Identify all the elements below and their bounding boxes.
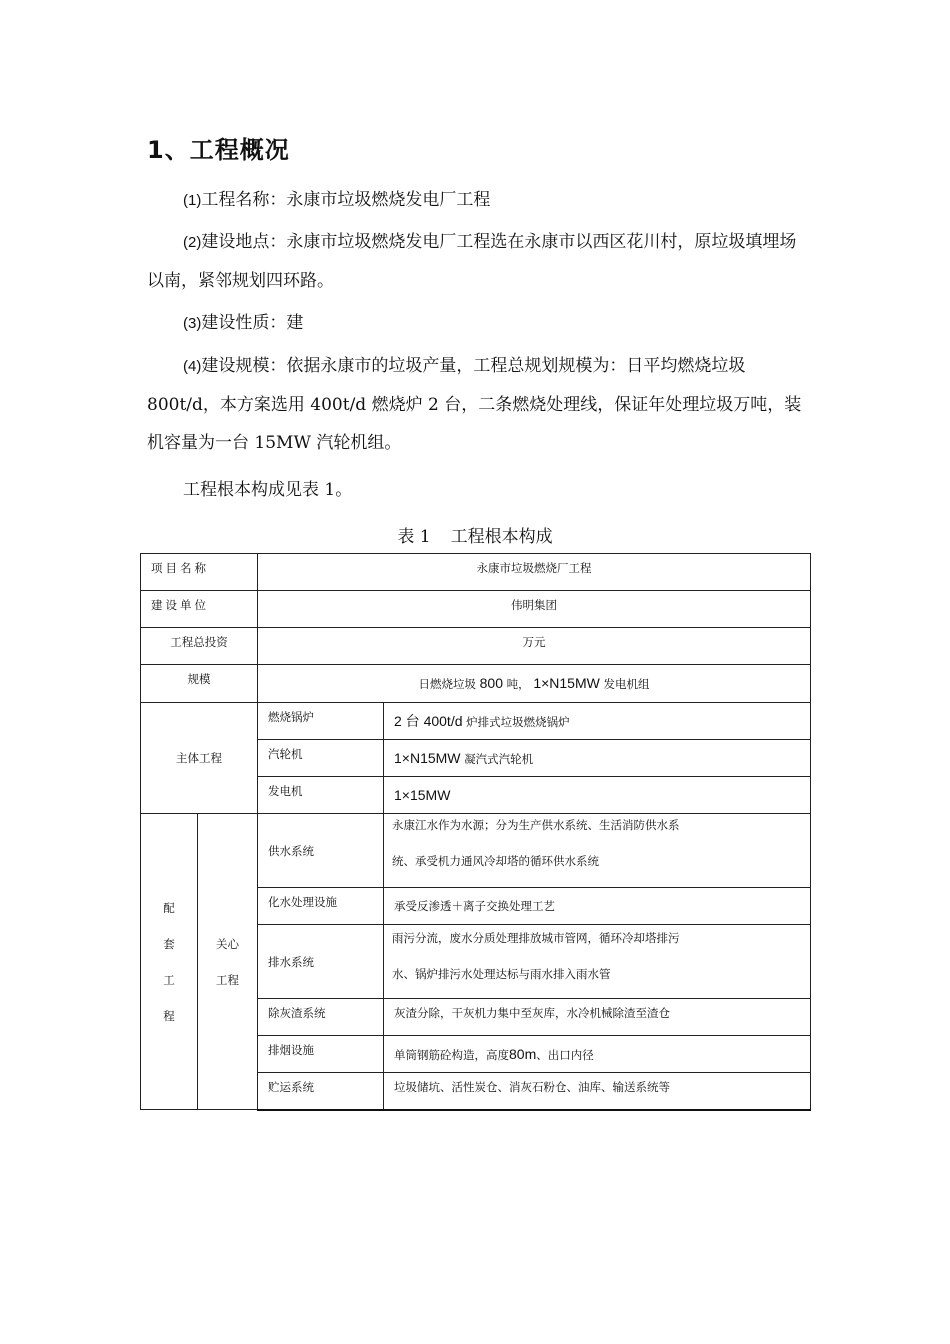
auxiliary-label-char: 配 bbox=[163, 900, 175, 915]
scale-number: 1×N15MW bbox=[533, 675, 600, 691]
paragraph-text: 建设性质：建 bbox=[201, 313, 304, 333]
chimney-height: 80m bbox=[509, 1045, 537, 1062]
table-caption-title: 工程根本构成 bbox=[450, 527, 553, 547]
table-caption-label: 表 1 bbox=[397, 527, 431, 547]
table-row bbox=[141, 591, 811, 628]
description-line: 雨污分流，废水分质处理排放城市管网，循环冷却塔排污 bbox=[392, 931, 680, 945]
row-value: 万元 bbox=[522, 635, 546, 649]
row-value: 伟明集团 bbox=[511, 598, 557, 612]
item-name: 化水处理设施 bbox=[268, 895, 337, 909]
auxiliary-label-char: 程 bbox=[163, 1008, 175, 1023]
item-number: 1×15MW bbox=[394, 786, 451, 803]
auxiliary-sublabel-line: 关心 bbox=[216, 936, 239, 951]
paragraph-number: (1) bbox=[183, 192, 202, 209]
table-row bbox=[141, 628, 811, 665]
chimney-text: 单筒钢筋砼构造，高度 bbox=[394, 1047, 509, 1062]
item-name: 汽轮机 bbox=[268, 747, 303, 761]
item-description: 炉排式垃圾燃烧锅炉 bbox=[466, 714, 570, 729]
paragraph-text: 建设规模：依据永康市的垃圾产量，工程总规划规模为：日平均燃烧垃圾 800t/d，本方案选用 400t/d 燃烧炉 2 台，二条燃烧处理线，保证年处理垃圾万吨，装机容量为一台 15MW 汽轮机组。 bbox=[147, 356, 802, 453]
auxiliary-sublabel bbox=[198, 926, 257, 998]
row-value: 永康市垃圾燃烧厂工程 bbox=[476, 561, 592, 575]
scale-text: 发电机组 bbox=[603, 677, 650, 691]
paragraph-number: (3) bbox=[183, 315, 202, 332]
section-heading: 1、工程概况 bbox=[147, 136, 290, 164]
paragraph-nature bbox=[147, 304, 807, 343]
item-name: 贮运系统 bbox=[268, 1080, 314, 1094]
item-number: 2 台 400t/d bbox=[394, 712, 463, 729]
scale-text: 日燃烧垃圾 bbox=[418, 677, 476, 691]
description-line: 水、锅炉排污水处理达标与雨水排入雨水管 bbox=[392, 967, 611, 981]
auxiliary-label bbox=[141, 890, 197, 1034]
paragraph-text: 工程名称：永康市垃圾燃烧发电厂工程 bbox=[201, 190, 491, 210]
row-value bbox=[258, 669, 810, 698]
auxiliary-label-char: 工 bbox=[163, 972, 175, 987]
table-row bbox=[141, 554, 811, 591]
chimney-text: 、出口内径 bbox=[536, 1047, 594, 1062]
table-row bbox=[141, 703, 811, 740]
item-description: 凝汽式汽轮机 bbox=[464, 751, 534, 766]
row-label: 工程总投资 bbox=[170, 635, 228, 649]
paragraph-table-reference bbox=[147, 471, 807, 509]
paragraph-number: (2) bbox=[183, 234, 202, 251]
paragraph-project-name bbox=[147, 181, 807, 220]
auxiliary-label-char: 套 bbox=[163, 936, 175, 951]
item-description bbox=[384, 1040, 810, 1069]
paragraph-scale bbox=[147, 347, 807, 462]
item-description bbox=[384, 925, 810, 983]
item-description: 承受反渗透＋离子交换处理工艺 bbox=[394, 899, 555, 913]
item-description bbox=[384, 814, 810, 870]
paragraph-location bbox=[147, 223, 807, 300]
main-works-label: 主体工程 bbox=[176, 751, 222, 765]
item-name: 除灰渣系统 bbox=[268, 1006, 326, 1020]
item-name: 发电机 bbox=[268, 784, 303, 798]
table-caption bbox=[0, 522, 950, 547]
row-label: 规模 bbox=[187, 672, 211, 686]
scale-number: 800 bbox=[479, 675, 503, 691]
paragraph-number: (4) bbox=[183, 358, 202, 375]
item-name: 供水系统 bbox=[268, 843, 314, 858]
paragraph-text: 建设地点：永康市垃圾燃烧发电厂工程选在永康市以西区花川村，原垃圾填埋场以南，紧邻规划四环路。 bbox=[147, 232, 797, 291]
item-number: 1×N15MW bbox=[394, 749, 461, 766]
description-line: 永康江水作为水源；分为生产供水系统、生活消防供水系 bbox=[392, 818, 680, 832]
table-row bbox=[141, 814, 811, 888]
item-name: 排烟设施 bbox=[268, 1043, 314, 1057]
table-row bbox=[141, 665, 811, 703]
description-line: 统、承受机力通风冷却塔的循环供水系统 bbox=[392, 854, 599, 868]
scale-text: 吨， bbox=[506, 677, 530, 691]
item-description: 灰渣分除，干灰机力集中至灰库，水冷机械除渣至渣仓 bbox=[394, 1006, 670, 1020]
project-composition-table bbox=[140, 553, 811, 1111]
item-name: 排水系统 bbox=[268, 954, 314, 969]
auxiliary-sublabel-line: 工程 bbox=[216, 972, 239, 987]
row-label: 建设单位 bbox=[151, 598, 209, 612]
item-description: 垃圾储坑、活性炭仓、消灰石粉仓、油库、输送系统等 bbox=[394, 1080, 670, 1094]
row-label: 项目名称 bbox=[151, 561, 209, 575]
paragraph-text: 工程根本构成见表 1。 bbox=[183, 480, 353, 500]
item-name: 燃烧锅炉 bbox=[268, 710, 314, 724]
